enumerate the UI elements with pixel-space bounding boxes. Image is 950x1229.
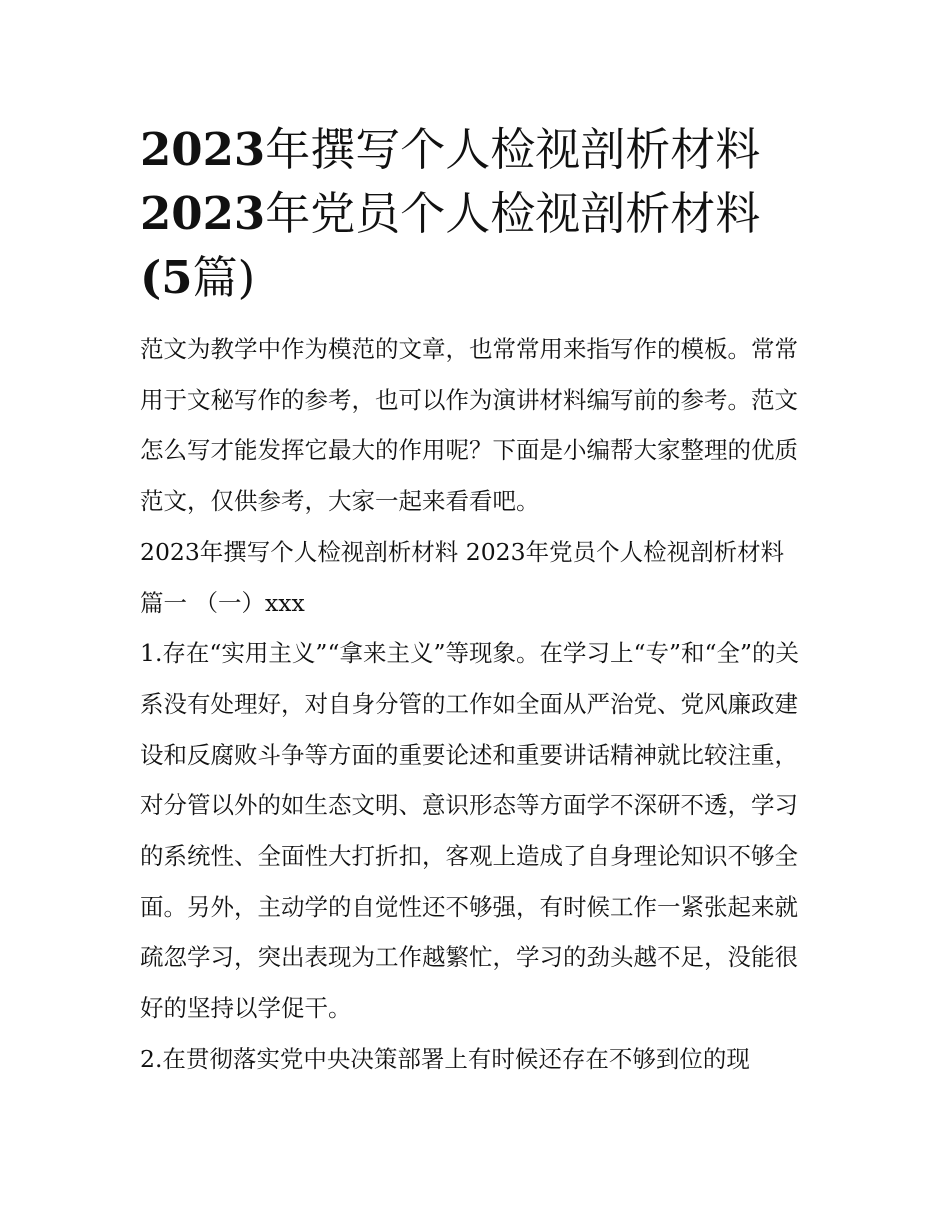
intro-paragraph: 范文为教学中作为模范的文章，也常常用来指写作的模板。常常用于文秘写作的参考，也可以作为演讲材料编写前的参考。范文怎么写才能发挥它最大的作用呢？下面是小编帮大家整理的优质范文，仅供参考，大家一起来看看吧。 bbox=[140, 335, 798, 516]
document-title bbox=[140, 118, 812, 310]
document-page bbox=[140, 118, 812, 1085]
point-1-paragraph: 1.存在“实用主义”“拿来主义”等现象。在学习上“专”和“全”的关系没有处理好，对自身分管的工作如全面从严治党、党风廉政建设和反腐败斗争等方面的重要论述和重要讲话精神就比较注重，对分管以外的如生态文明、意识形态等方面学不深研不透，学习的系统性、全面性大打折扣，客观上造成了自身理论知识不够全面。另外，主动学的自觉性还不够强，有时候工作一紧张起来就疏忽学习，突出表现为工作越繁忙，学习的劲头越不足，没能很好的坚持以学促干。 bbox=[140, 639, 800, 1023]
title-line-2: 2023年党员个人检视剖析材料 bbox=[140, 187, 761, 240]
title-line-1: 2023年撰写个人检视剖析材料 bbox=[140, 123, 761, 176]
title-line-3: (5篇) bbox=[140, 251, 256, 304]
subtitle-line: 2023年撰写个人检视剖析材料 2023年党员个人检视剖析材料 bbox=[140, 537, 785, 566]
point-2-paragraph: 2.在贯彻落实党中央决策部署上有时候还存在不够到位的现 bbox=[140, 1044, 750, 1073]
section-heading: 篇一 （一）xxx bbox=[140, 588, 305, 617]
